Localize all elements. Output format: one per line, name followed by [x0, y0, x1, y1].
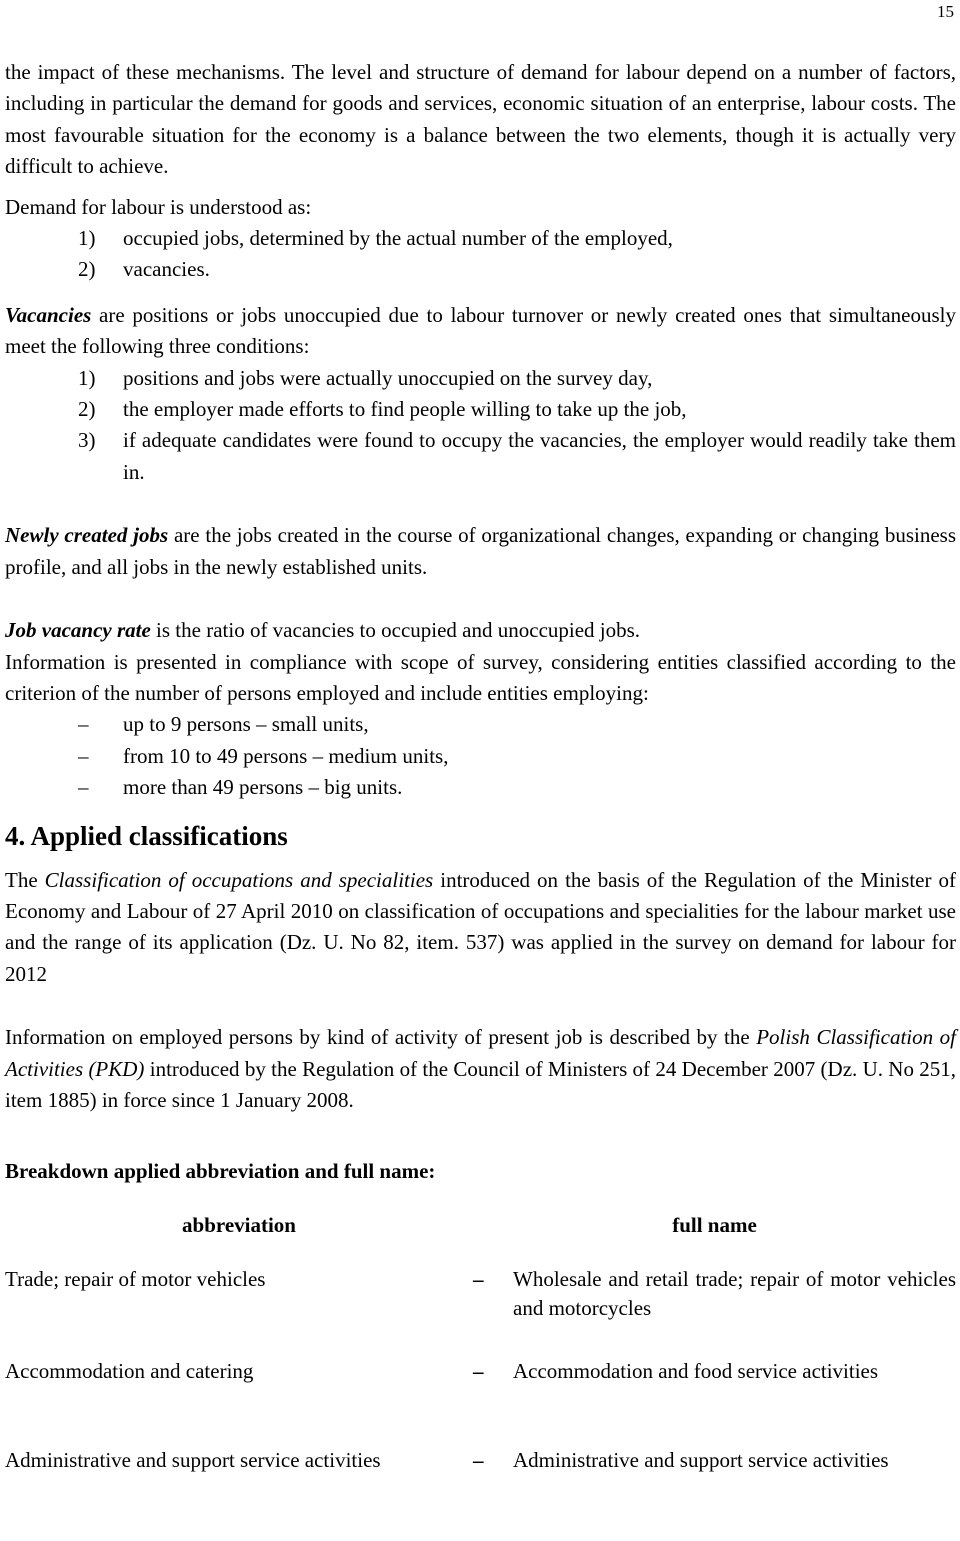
column-header-abbreviation: abbreviation — [182, 1212, 296, 1237]
list-item — [5, 772, 956, 803]
list-item — [5, 223, 956, 254]
item-text: if adequate candidates were found to occupy the vacancies, the employer would readily take them in. — [123, 428, 956, 484]
units-list — [5, 709, 956, 803]
abbreviation-table — [5, 1210, 956, 1475]
intro-paragraph: the impact of these mechanisms. The level and structure of demand for labour depend on a number of factors, including in particular the demand for goods and services, economic situation of an enterprise, labour costs. The most favourable situation for the economy is a balance between the two elements, though it is actually very difficult to achieve. — [5, 60, 956, 179]
term-vacancies: Vacancies — [5, 302, 92, 327]
demand-intro: Demand for labour is understood as: — [5, 194, 312, 219]
row-spacer — [5, 1386, 956, 1446]
table-row — [5, 1357, 956, 1386]
full-name-cell: Accommodation and food service activities — [513, 1358, 879, 1383]
list-item — [5, 394, 956, 425]
term-newly-created-jobs: Newly created jobs — [5, 523, 169, 548]
document-body — [5, 57, 956, 1475]
list-item — [5, 425, 956, 488]
full-name-cell: Wholesale and retail trade; repair of motor vehicles and motorcycles — [513, 1266, 956, 1320]
item-text: vacancies. — [123, 257, 210, 282]
item-text: occupied jobs, determined by the actual number of the employed, — [123, 226, 673, 251]
pkd-paragraph — [5, 1022, 956, 1116]
dash-bullet: – — [78, 712, 89, 737]
newly-created-text: are the jobs created in the course of organizational changes, expanding or changing business profile, and all jobs in the newly established units. — [5, 523, 957, 579]
list-item — [5, 363, 956, 394]
classification-paragraph — [5, 865, 956, 991]
item-number: 2) — [78, 257, 96, 282]
newly-created-definition — [5, 520, 956, 583]
list-item — [5, 741, 956, 772]
pkd-post: introduced by the Regulation of the Council of Ministers of 24 December 2007 (Dz. U. No 251, item 1885) in force since 1 January 2008. — [5, 1056, 957, 1112]
dash-cell: – — [473, 1358, 484, 1383]
pkd-title: Polish Classification of Activities (PKD) — [5, 1025, 956, 1081]
job-vacancy-rate-text: is the ratio of vacancies to occupied and unoccupied jobs. — [150, 618, 641, 643]
item-text: from 10 to 49 persons – medium units, — [123, 743, 449, 768]
column-header-full-name: full name — [672, 1212, 757, 1237]
classification-post: introduced on the basis of the Regulation of the Minister of Economy and Labour of 27 April 2010 on classification of occupations and specialities for the labour market use and the range of its application (Dz. U. No 82, item. 537) was applied in the survey on demand for labour for 2012 — [5, 867, 956, 986]
dash-bullet: – — [78, 743, 89, 768]
abbreviation-cell: Accommodation and catering — [5, 1358, 254, 1383]
table-row — [5, 1265, 956, 1323]
row-spacer — [5, 1323, 956, 1357]
item-text: the employer made efforts to find people willing to take up the job, — [123, 397, 687, 422]
section-heading: 4. Applied classifications — [5, 820, 288, 851]
page-number: 15 — [937, 2, 954, 21]
pkd-pre: Information on employed persons by kind of activity of present job is described by the — [5, 1025, 757, 1050]
full-name-cell: Administrative and support service activities — [513, 1447, 889, 1472]
dash-cell: – — [473, 1266, 484, 1291]
item-number: 1) — [78, 365, 96, 390]
list-item — [5, 709, 956, 740]
demand-list — [5, 223, 956, 286]
classification-title: Classification of occupations and specialities — [44, 867, 434, 892]
item-number: 3) — [78, 428, 96, 453]
abbreviation-cell: Trade; repair of motor vehicles — [5, 1266, 266, 1291]
item-text: positions and jobs were actually unoccupied on the survey day, — [123, 365, 653, 390]
table-row — [5, 1446, 956, 1475]
scope-paragraph: Information is presented in compliance with scope of survey, considering entities classified according to the criterion of the number of persons employed and include entities employing: — [5, 649, 956, 705]
dash-cell: – — [473, 1447, 484, 1472]
dash-bullet: – — [78, 775, 89, 800]
vacancies-conditions-list — [5, 363, 956, 489]
term-job-vacancy-rate: Job vacancy rate — [5, 618, 151, 643]
table-header-row — [5, 1210, 956, 1265]
job-vacancy-rate-definition — [5, 615, 956, 646]
breakdown-heading: Breakdown applied abbreviation and full name: — [5, 1159, 436, 1184]
item-text: up to 9 persons – small units, — [123, 712, 369, 737]
item-text: more than 49 persons – big units. — [123, 775, 403, 800]
abbreviation-cell: Administrative and support service activities — [5, 1447, 381, 1472]
item-number: 1) — [78, 226, 96, 251]
vacancies-text: are positions or jobs unoccupied due to labour turnover or newly created ones that simultaneously meet the following three conditions: — [5, 302, 956, 359]
list-item — [5, 254, 956, 285]
item-number: 2) — [78, 397, 96, 422]
vacancies-definition — [5, 300, 956, 363]
classification-pre: The — [5, 867, 45, 892]
